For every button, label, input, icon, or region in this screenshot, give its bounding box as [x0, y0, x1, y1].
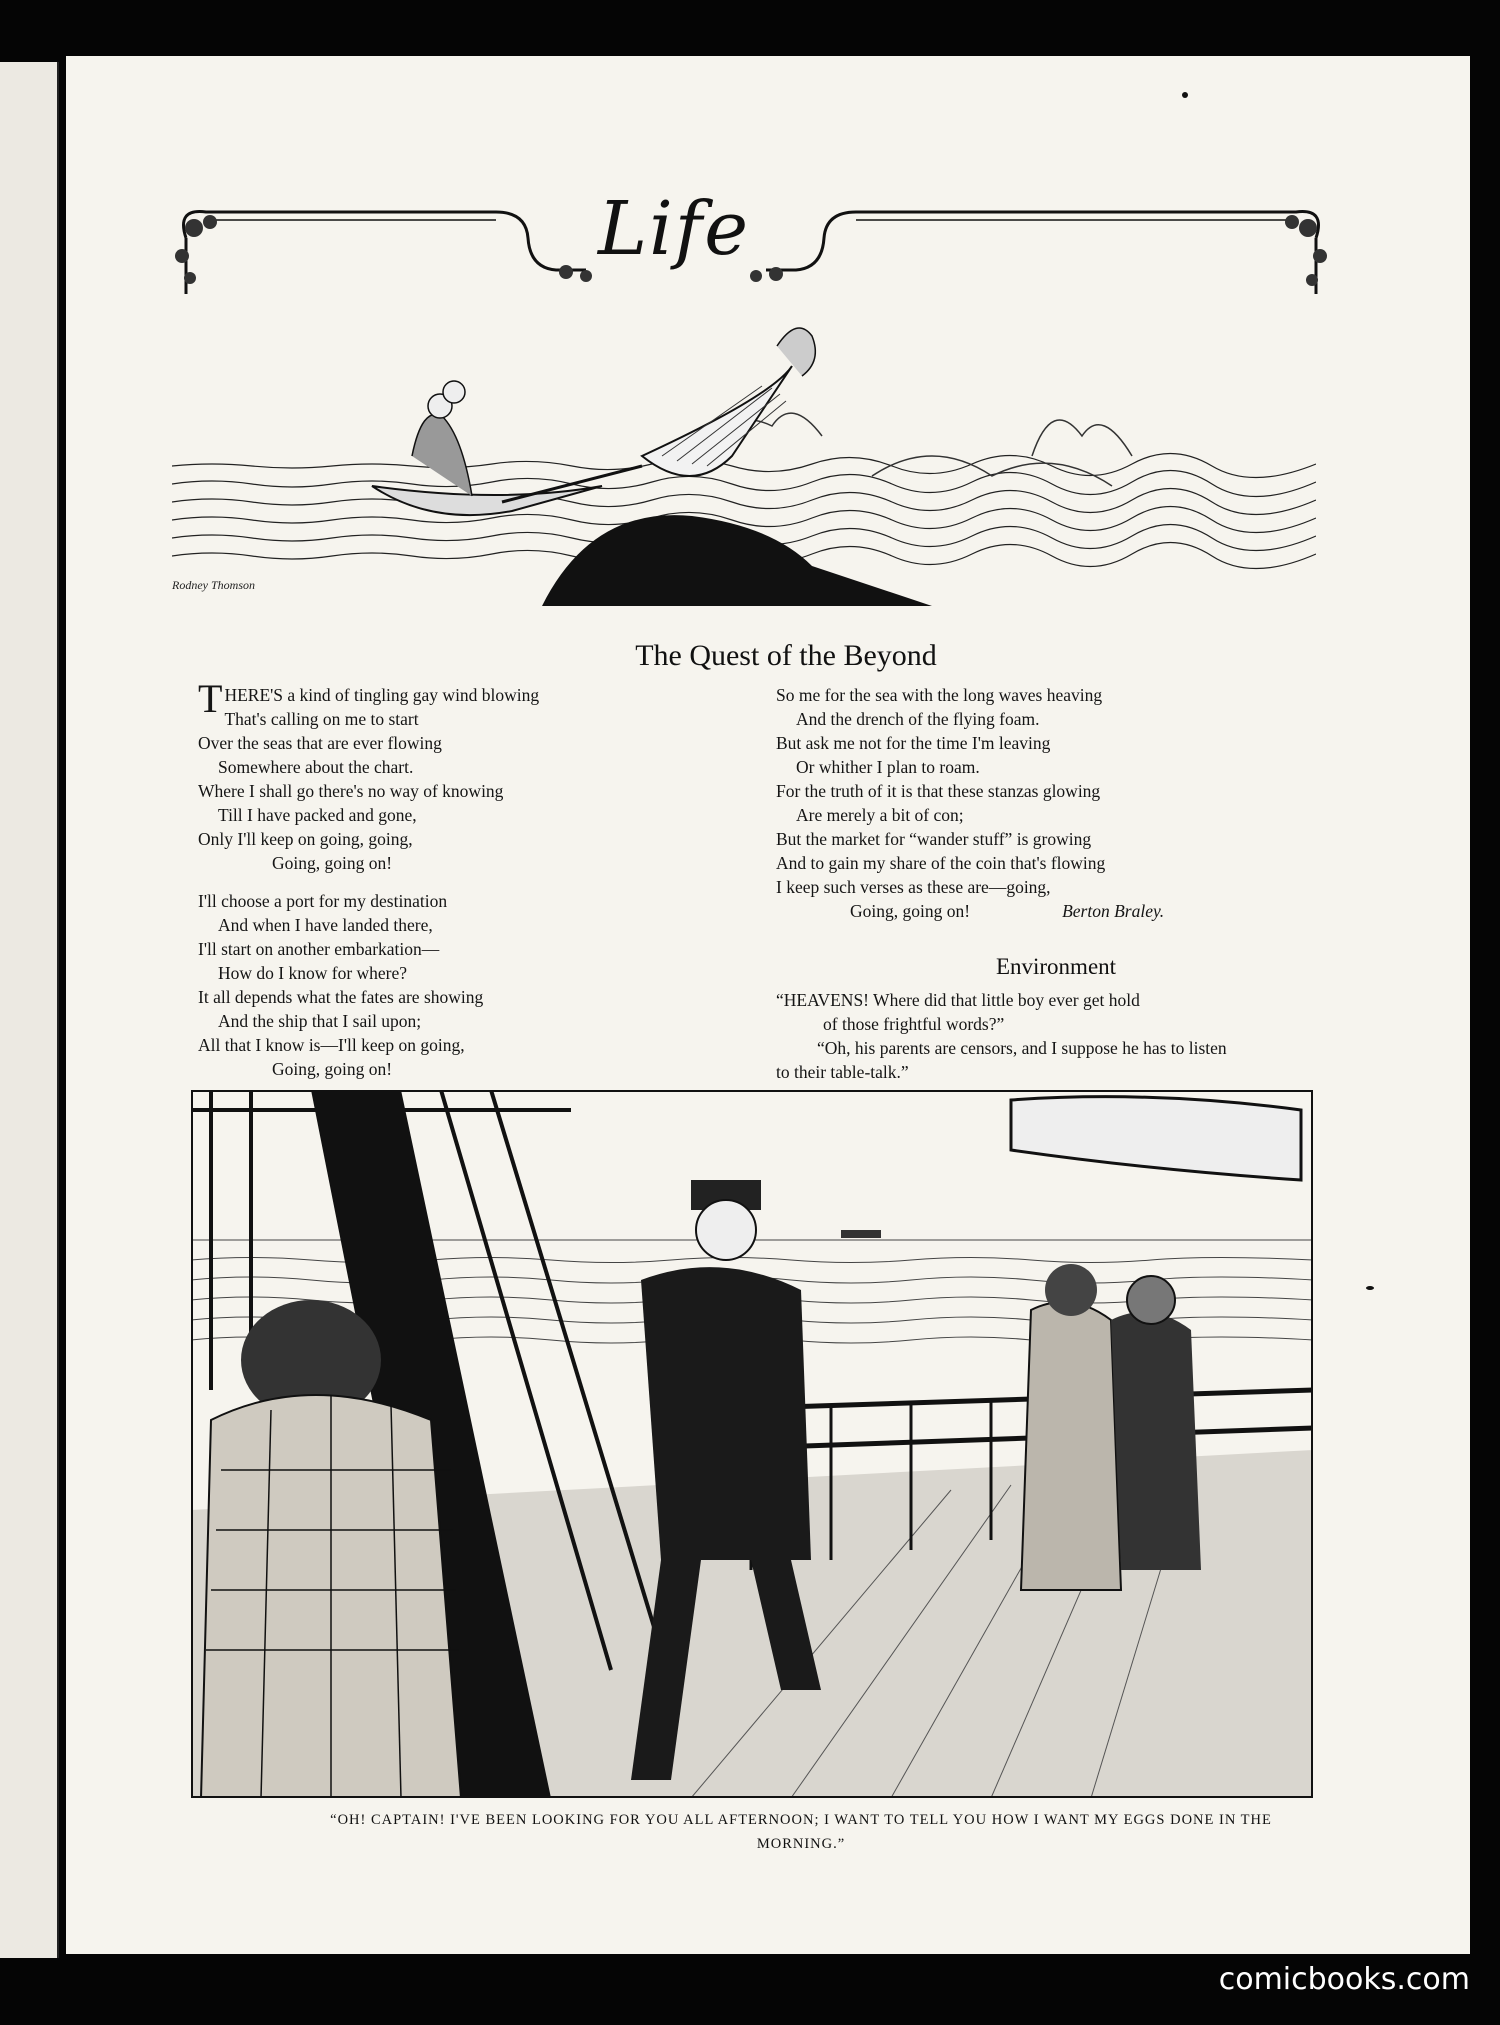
- poem-line: Over the seas that are ever flowing: [198, 733, 442, 753]
- poem-line: That's calling on me to start: [224, 709, 419, 729]
- poem-line: How do I know for where?: [218, 963, 408, 983]
- poem-line: For the truth of it is that these stanzas glowing: [776, 781, 1101, 801]
- dropcap: T: [198, 676, 223, 721]
- poem-line: So me for the sea with the long waves heaving: [776, 685, 1103, 705]
- environment-line: of those frightful words?”: [823, 1014, 1005, 1034]
- poem-line: But ask me not for the time I'm leaving: [776, 733, 1051, 753]
- ship-deck-cartoon: [191, 1090, 1313, 1798]
- poem-line: And to gain my share of the coin that's flowing: [776, 853, 1106, 873]
- poem-line: It all depends what the fates are showing: [198, 987, 484, 1007]
- poem-line: Where I shall go there's no way of knowing: [198, 781, 504, 801]
- poem-column-right: [776, 683, 1336, 923]
- poem-line: I'll choose a port for my destination: [198, 891, 448, 911]
- poem-author: Berton Braley.: [1062, 901, 1165, 921]
- masthead-boat-illustration: [172, 306, 1316, 606]
- poem-line: Only I'll keep on going, going,: [198, 829, 413, 849]
- site-watermark: comicbooks.com: [1218, 1962, 1470, 1997]
- poem-line: Going, going on! Berton Braley.: [850, 901, 1165, 921]
- poem-line: Going, going on!: [272, 853, 393, 873]
- poem-line: THERE'S a kind of tingling gay wind blowing: [198, 676, 540, 721]
- poem-title: The Quest of the Beyond: [635, 639, 937, 672]
- poem-line: Somewhere about the chart.: [218, 757, 414, 777]
- poem-line: Are merely a bit of con;: [796, 805, 964, 825]
- poem-line: And the drench of the flying foam.: [796, 709, 1040, 729]
- previous-page-edge: [0, 62, 59, 1958]
- artist-signature: Rodney Thomson: [172, 578, 255, 592]
- print-speck: [1182, 92, 1188, 98]
- poem-line: All that I know is—I'll keep on going,: [198, 1035, 465, 1055]
- poem-line: But the market for “wander stuff” is growing: [776, 829, 1092, 849]
- cartoon-caption: “OH! CAPTAIN! I'VE BEEN LOOKING FOR YOU ALL AFTERNOON; I WANT TO TELL YOU HOW I WANT MY EGGS DONE IN THE MORNING.”: [330, 1812, 1272, 1852]
- poem-column-left: [198, 676, 738, 1081]
- poem-line: Or whither I plan to roam.: [796, 757, 980, 777]
- poem-line: And the ship that I sail upon;: [218, 1011, 422, 1031]
- poem-line: I'll start on another embarkation—: [198, 939, 440, 959]
- life-logo: Life: [598, 186, 750, 272]
- environment-text: [776, 988, 1338, 1084]
- environment-line: “HEAVENS! Where did that little boy ever get hold: [776, 990, 1140, 1010]
- environment-line: to their table-talk.”: [776, 1062, 909, 1082]
- environment-title: Environment: [995, 954, 1117, 979]
- magazine-page: [66, 56, 1470, 1954]
- poem-line: I keep such verses as these are—going,: [776, 877, 1051, 897]
- poem-line: And when I have landed there,: [218, 915, 433, 935]
- poem-line: Till I have packed and gone,: [218, 805, 417, 825]
- environment-line: “Oh, his parents are censors, and I suppose he has to listen: [817, 1038, 1227, 1058]
- print-speck: [1366, 1286, 1374, 1290]
- poem-line: Going, going on!: [272, 1059, 393, 1079]
